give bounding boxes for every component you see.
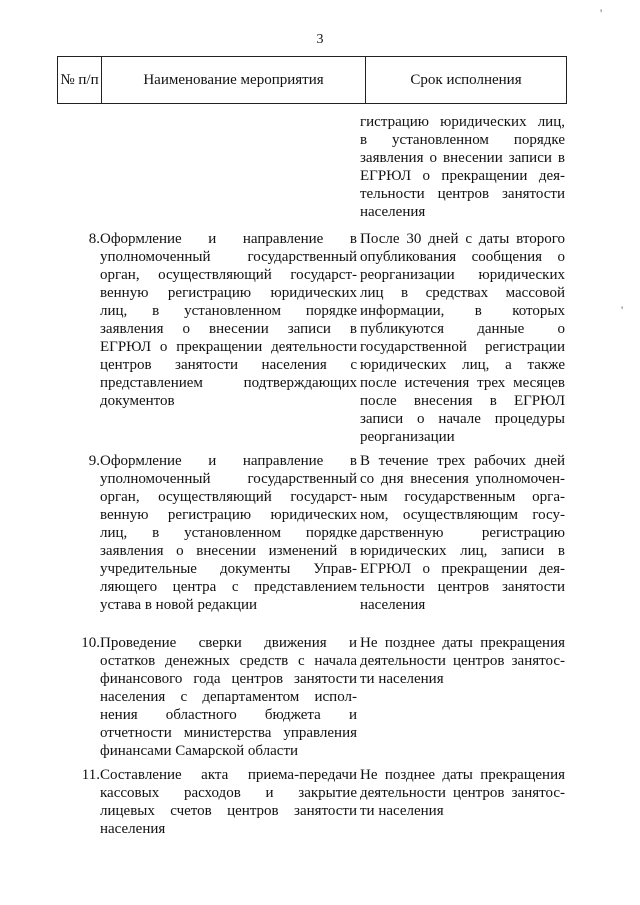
text-line: реорганизации bbox=[360, 429, 455, 445]
text-line: юридических лиц, записи в bbox=[360, 543, 565, 559]
row-number: 11. bbox=[81, 767, 100, 783]
text-line: заявления о внесении изменений в bbox=[100, 543, 357, 559]
scan-mark: ' bbox=[600, 6, 603, 20]
header-number-column: № п/п bbox=[58, 57, 102, 103]
text-line: лицевых счетов центров занятости bbox=[100, 803, 357, 819]
deadline-text bbox=[360, 634, 565, 688]
row-number: 9. bbox=[88, 453, 100, 469]
text-line: дарственную регистрацию bbox=[360, 525, 565, 541]
text-line: Оформление и направление в bbox=[100, 453, 357, 469]
text-line: заявления о внесении записи в bbox=[360, 150, 565, 166]
text-line: гистрацию юридических лиц, bbox=[360, 114, 565, 130]
action-text bbox=[100, 452, 357, 614]
text-line: в установленном порядке bbox=[360, 132, 565, 148]
scan-mark: ' bbox=[621, 303, 624, 317]
text-line: лиц, в установленном порядке bbox=[100, 525, 357, 541]
deadline-text bbox=[360, 452, 565, 614]
text-line: устава в новой редакции bbox=[100, 597, 258, 613]
text-line: заявления о внесении записи в bbox=[100, 321, 357, 337]
text-line: венную регистрацию юридических bbox=[100, 507, 357, 523]
text-line: опубликования сообщения о bbox=[360, 249, 565, 265]
text-line: юридических лиц, а также bbox=[360, 357, 565, 373]
text-line: Не позднее даты прекращения bbox=[360, 767, 565, 783]
text-line: населения bbox=[360, 597, 426, 613]
text-line: орган, осуществляющий государст- bbox=[100, 267, 357, 283]
text-line: населения bbox=[100, 821, 166, 837]
text-line: уполномоченный государственный bbox=[100, 471, 357, 487]
header-action-column: Наименование мероприятия bbox=[102, 57, 366, 103]
text-line: остатков денежных средств с начала bbox=[100, 653, 357, 669]
text-line: Проведение сверки движения и bbox=[100, 635, 357, 651]
text-line: лиц, в установленном порядке bbox=[100, 303, 357, 319]
text-line: учредительные документы Управ- bbox=[100, 561, 357, 577]
text-line: ном, осуществляющим госу- bbox=[360, 507, 565, 523]
text-line: тельности центров занятости bbox=[360, 579, 565, 595]
text-line: ЕГРЮЛ о прекращении дея- bbox=[360, 168, 565, 184]
text-line: уполномоченный государственный bbox=[100, 249, 357, 265]
action-text bbox=[100, 634, 357, 760]
text-line: со дня внесения уполномочен- bbox=[360, 471, 565, 487]
text-line: после истечения трех месяцев bbox=[360, 375, 565, 391]
text-line: венную регистрацию юридических bbox=[100, 285, 357, 301]
text-line: финансового года центров занятости bbox=[100, 671, 357, 687]
header-deadline-column: Срок исполнения bbox=[410, 71, 522, 88]
text-line: финансами Самарской области bbox=[100, 743, 299, 759]
text-line: деятельности центров занятос- bbox=[360, 785, 565, 801]
text-line: Составление акта приема-передачи bbox=[100, 767, 357, 783]
text-line: государственной регистрации bbox=[360, 339, 565, 355]
text-line: реорганизации юридических bbox=[360, 267, 565, 283]
text-line: записи о начале процедуры bbox=[360, 411, 565, 427]
text-line: населения bbox=[360, 204, 426, 220]
page-number: 3 bbox=[316, 32, 324, 47]
text-line: отчетности министерства управления bbox=[100, 725, 357, 741]
text-line: ЕГРЮЛ о прекращении дея- bbox=[360, 561, 565, 577]
deadline-text bbox=[360, 766, 565, 820]
text-line: публикуются данные о bbox=[360, 321, 565, 337]
text-line: центров занятости населения с bbox=[100, 357, 357, 373]
text-line: после внесения в ЕГРЮЛ bbox=[360, 393, 565, 409]
text-line: орган, осуществляющий государст- bbox=[100, 489, 357, 505]
table-header bbox=[57, 56, 567, 104]
deadline-text bbox=[360, 113, 565, 221]
text-line: населения с департаментом испол- bbox=[100, 689, 357, 705]
text-line: Не позднее даты прекращения bbox=[360, 635, 565, 651]
row-number: 8. bbox=[88, 231, 100, 247]
text-line: деятельности центров занятос- bbox=[360, 653, 565, 669]
text-line: Оформление и направление в bbox=[100, 231, 357, 247]
text-line: лиц в средствах массовой bbox=[360, 285, 565, 301]
deadline-text bbox=[360, 230, 565, 446]
text-line: ЕГРЮЛ о прекращении деятельности bbox=[100, 339, 357, 355]
text-line: документов bbox=[100, 393, 175, 409]
text-line: тельности центров занятости bbox=[360, 186, 565, 202]
text-line: После 30 дней с даты второго bbox=[360, 231, 565, 247]
text-line: кассовых расходов и закрытие bbox=[100, 785, 357, 801]
text-line: ляющего центра с представлением bbox=[100, 579, 357, 595]
text-line: ти населения bbox=[360, 671, 444, 687]
text-line: В течение трех рабочих дней bbox=[360, 453, 565, 469]
text-line: ти населения bbox=[360, 803, 444, 819]
text-line: ным государственным орга- bbox=[360, 489, 565, 505]
action-text bbox=[100, 230, 357, 410]
text-line: нения областного бюджета и bbox=[100, 707, 357, 723]
row-number: 10. bbox=[81, 635, 100, 651]
action-text bbox=[100, 766, 357, 838]
text-line: информации, в которых bbox=[360, 303, 565, 319]
text-line: представлением подтверждающих bbox=[100, 375, 357, 391]
